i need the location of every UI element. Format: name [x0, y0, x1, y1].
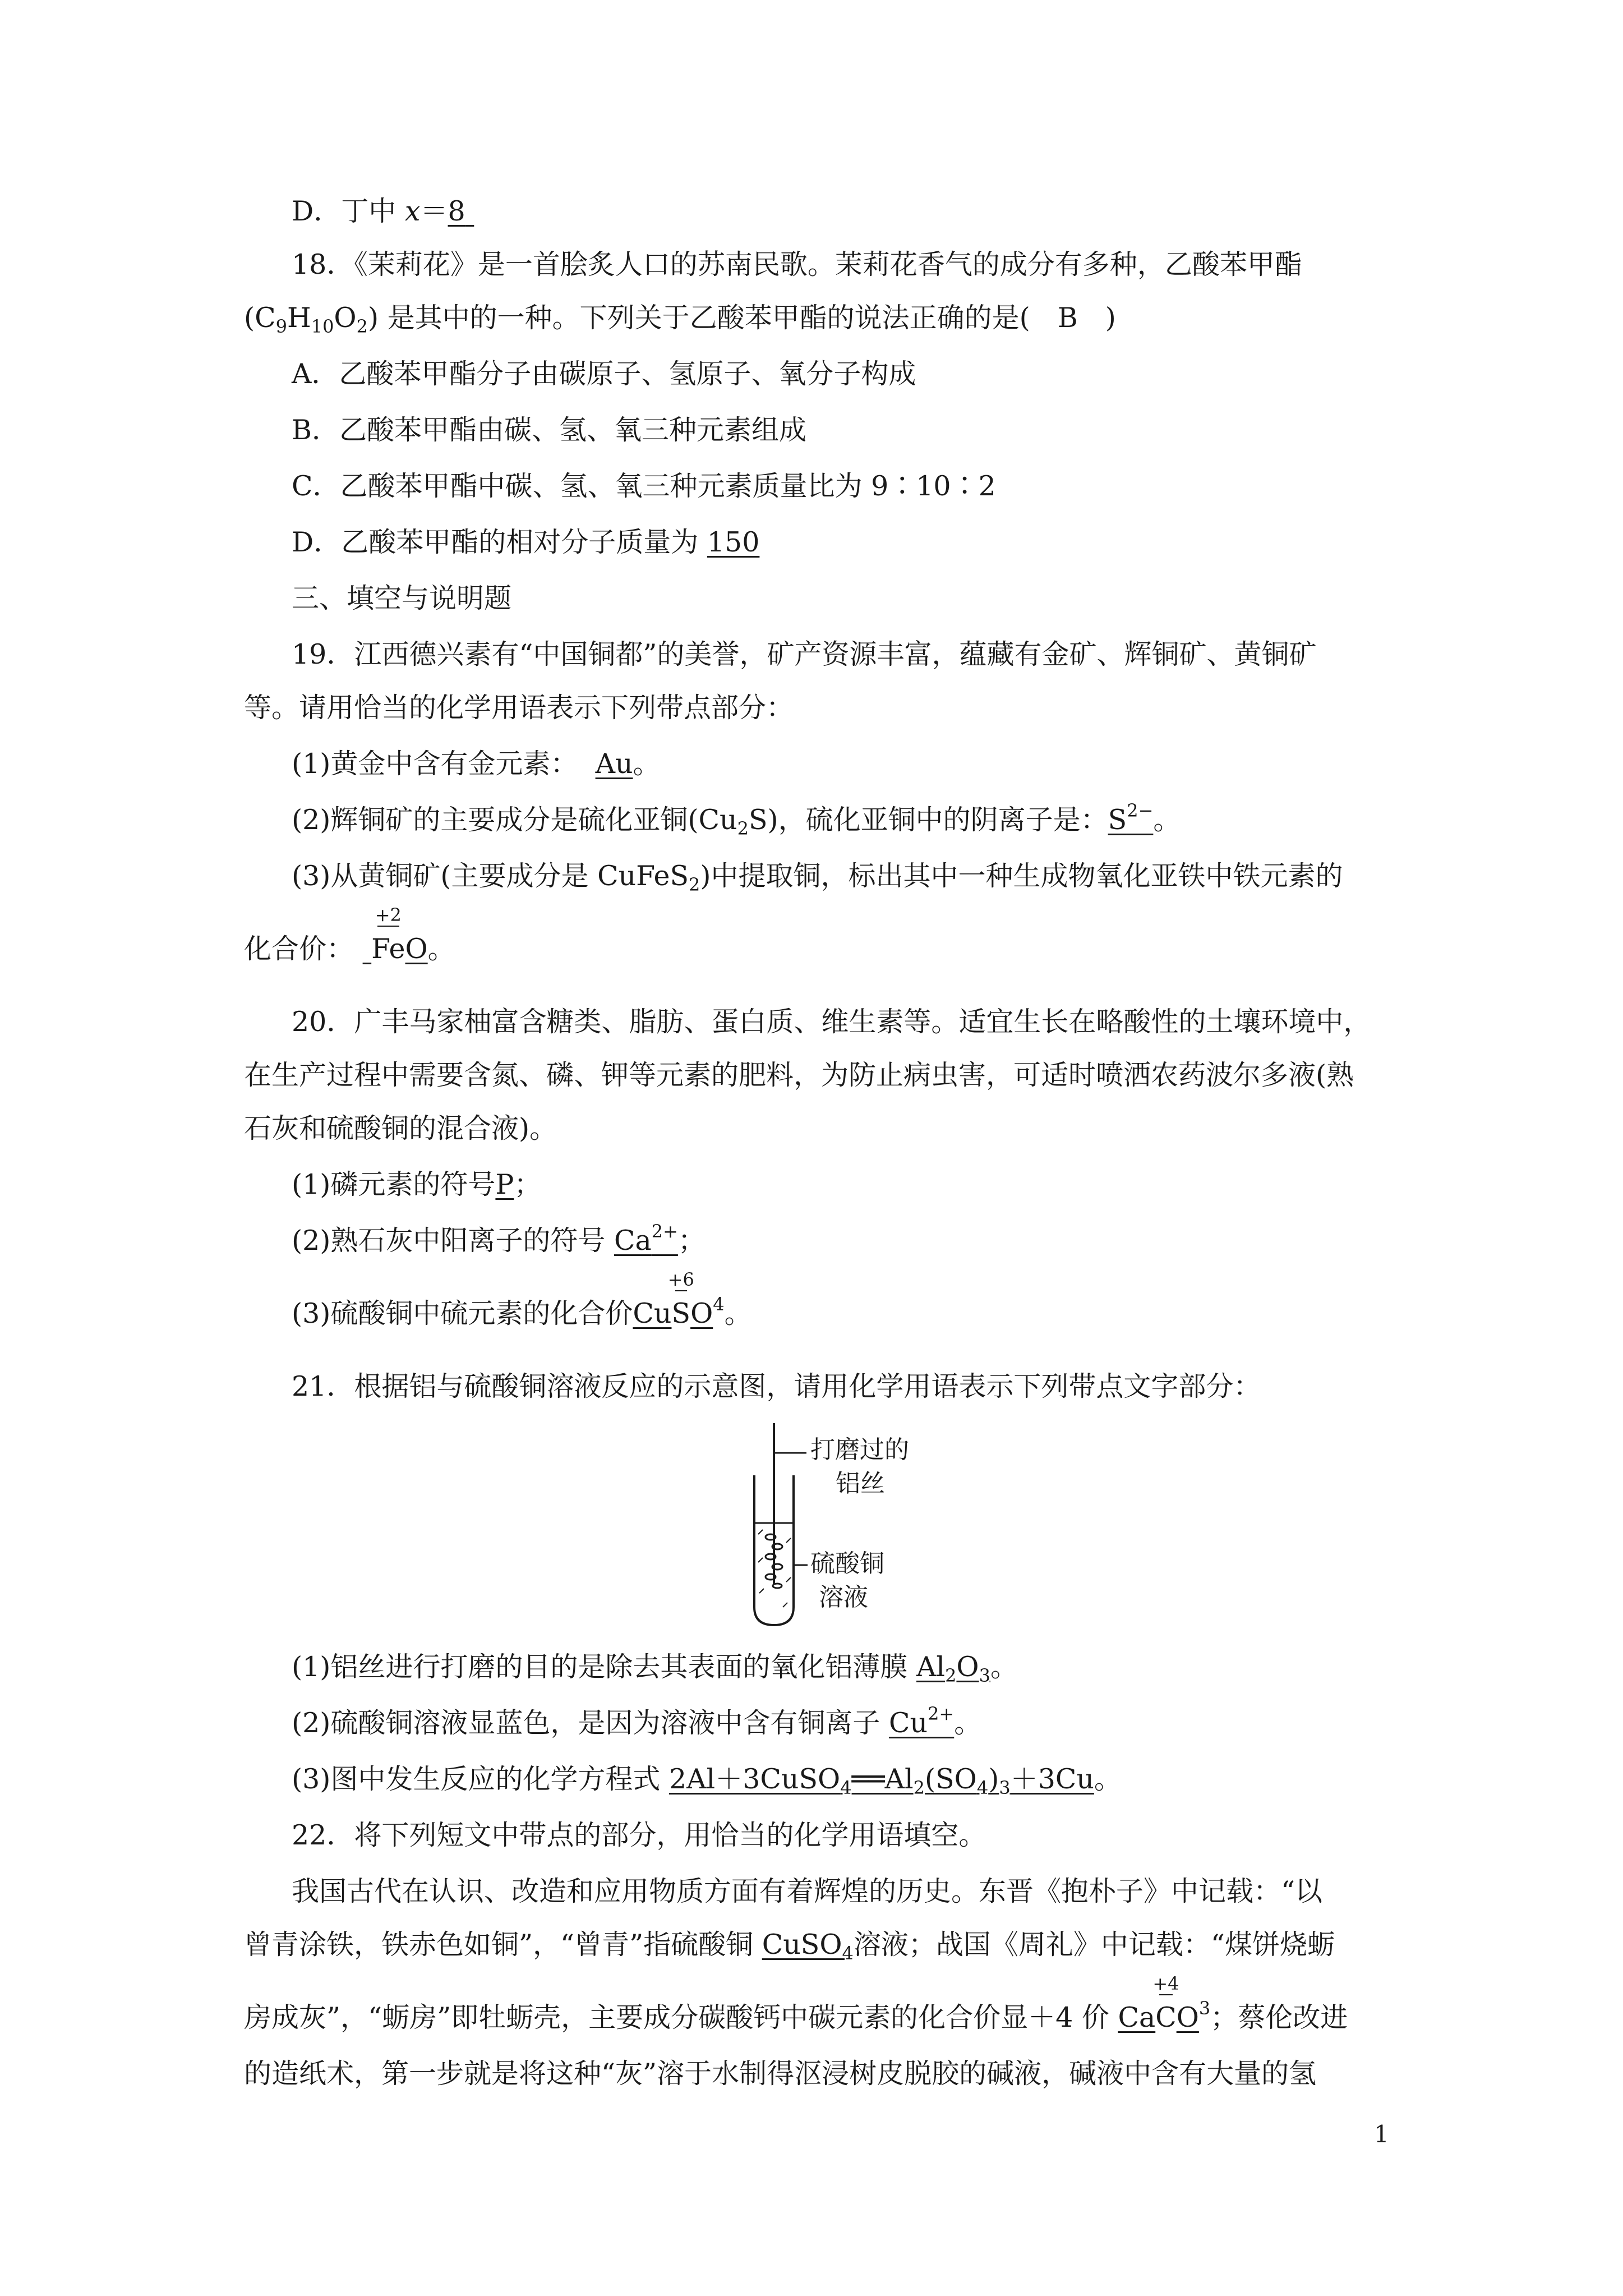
- text: ＝: [420, 195, 448, 227]
- answer: P: [495, 1168, 514, 1200]
- text: (2)辉铜矿的主要成分是硫化亚铜(Cu: [292, 804, 737, 836]
- text: 我国古代在认识、改造和应用物质方面有着辉煌的历史。东晋《抱朴子》中记载：“以: [292, 1875, 1323, 1907]
- text: 三、填空与说明题: [292, 582, 512, 614]
- q18-option-d: [292, 524, 759, 560]
- q20-part-3: [292, 1269, 752, 1332]
- subscript: 4: [842, 1943, 854, 1964]
- text: O: [334, 302, 357, 334]
- text: C．乙酸苯甲酯中碳、氢、氧三种元素质量比为 9∶10∶2: [292, 470, 996, 502]
- text: D．丁中: [292, 195, 405, 227]
- superscript: 2+: [928, 1703, 955, 1724]
- q21-part-2: [292, 1705, 981, 1741]
- subscript: 9: [275, 316, 287, 337]
- q19-stem-2: [244, 690, 794, 726]
- q19-stem-1: [292, 637, 1316, 673]
- label-solution-line-1: 硫酸铜: [810, 1549, 884, 1578]
- answer: 8: [448, 195, 465, 227]
- variable-x: x: [404, 195, 421, 227]
- q22-passage-4: [244, 2056, 1316, 2092]
- reaction-diagram: [740, 1422, 976, 1630]
- text: 。: [427, 933, 455, 965]
- valence-symbol: [667, 1269, 694, 1332]
- text: 溶液；战国《周礼》中记载：“煤饼烧蛎: [853, 1929, 1335, 1961]
- q22-passage-2: [244, 1927, 1335, 1963]
- valence-symbol: [1152, 1973, 1179, 2036]
- text: O: [956, 1651, 979, 1683]
- text: 。: [1094, 1763, 1122, 1795]
- text: (2)熟石灰中阳离子的符号: [292, 1225, 614, 1257]
- q20-part-1: [292, 1167, 541, 1203]
- text: 21．根据铝与硫酸铜溶液反应的示意图，请用化学用语表示下列带点文字部分：: [292, 1370, 1261, 1402]
- subscript: 3: [999, 1777, 1011, 1798]
- q18-stem: [292, 247, 1302, 283]
- text: (3)图中发生反应的化学方程式: [292, 1763, 669, 1795]
- answer: [1108, 800, 1154, 836]
- valence-number: +4: [1152, 1973, 1179, 1994]
- subscript: 4: [976, 1777, 989, 1798]
- q22-passage-1: [292, 1874, 1322, 1910]
- section-heading: [292, 581, 511, 616]
- subscript: 2: [356, 316, 368, 337]
- q22-stem: [292, 1818, 986, 1853]
- text: S: [671, 1297, 691, 1329]
- text: CuSO: [762, 1929, 842, 1961]
- answer: [614, 1221, 678, 1257]
- subscript: 4: [840, 1777, 852, 1798]
- text: ＋3Cu: [1010, 1763, 1094, 1795]
- q19-part-3: [292, 858, 1343, 894]
- text: (SO: [924, 1763, 977, 1795]
- answer: [916, 1651, 990, 1686]
- q18-option-a: [292, 356, 916, 392]
- text: (3)从黄铜矿(主要成分是 CuFeS: [292, 860, 689, 892]
- text: (1)黄金中含有金元素：: [292, 748, 578, 780]
- q18-option-b: [292, 412, 806, 448]
- text: A．乙酸苯甲酯分子由碳原子、氢原子、氧分子构成: [292, 358, 916, 390]
- q19-part-2: [292, 802, 1181, 838]
- superscript: 2+: [651, 1221, 678, 1242]
- superscript: 3: [1198, 1998, 1211, 2019]
- subscript: 10: [311, 316, 334, 337]
- q21-stem: [292, 1369, 1261, 1405]
- q20-stem-1: [292, 1004, 1371, 1040]
- blank: [465, 195, 474, 227]
- valence-bar: [675, 1290, 688, 1291]
- text: Ca: [1118, 2001, 1156, 2033]
- text: ) 是其中的一种。下列关于乙酸苯甲酯的说法正确的是( B ): [367, 302, 1116, 334]
- text: 房成灰”，“蛎房”即牡蛎壳，主要成分碳酸钙中碳元素的化合价显＋4 价: [244, 2001, 1118, 2033]
- answer: [363, 904, 428, 965]
- text: (C: [244, 302, 276, 334]
- answer: [633, 1269, 713, 1329]
- label-wire-line-1: 打磨过的: [810, 1435, 909, 1464]
- answer-equation: [669, 1763, 1094, 1798]
- page-number: 1: [1374, 2120, 1389, 2148]
- text: Cu: [633, 1297, 672, 1329]
- answer: [889, 1703, 955, 1739]
- text: ): [988, 1763, 999, 1795]
- valence-bar: [1159, 1994, 1173, 1995]
- text: (1)磷元素的符号: [292, 1168, 496, 1200]
- text: H: [287, 302, 311, 334]
- text: 18．《茉莉花》是一首脍炙人口的苏南民歌。茉莉花香气的成分有多种，乙酸苯甲酯: [292, 249, 1302, 280]
- text: ；蔡伦改进: [1210, 2001, 1348, 2033]
- q19-part-1: [292, 746, 661, 782]
- text: )中提取铜，标出其中一种生成物氧化亚铁中铁元素的: [700, 860, 1343, 892]
- text: 22．将下列短文中带点的部分，用恰当的化学用语填空。: [292, 1819, 986, 1851]
- text: 20．广丰马家柚富含糖类、脂肪、蛋白质、维生素等。适宜生长在略酸性的土壤环境中，: [292, 1006, 1371, 1038]
- subscript: 2: [945, 1665, 957, 1686]
- text: 。: [990, 1651, 1018, 1683]
- superscript: 2−: [1127, 800, 1154, 821]
- text: 化合价：: [244, 933, 354, 965]
- text: Fe: [371, 933, 405, 965]
- q22-passage-3: [244, 1973, 1348, 2036]
- q20-stem-3: [244, 1111, 557, 1147]
- text: 在生产过程中需要含氮、磷、钾等元素的肥料，为防止病虫害，可适时喷洒农药波尔多液(熟: [244, 1059, 1354, 1091]
- text: 。: [633, 748, 661, 780]
- text: O: [690, 1297, 713, 1329]
- answer: [762, 1929, 854, 1964]
- subscript: 2: [913, 1777, 925, 1798]
- text: 19．江西德兴素有“中国铜都”的美誉，矿产资源丰富，蕴藏有金矿、辉铜矿、黄铜矿: [292, 638, 1317, 670]
- valence-symbol: [371, 904, 405, 967]
- text: ；: [514, 1168, 542, 1200]
- text: ；: [677, 1225, 706, 1257]
- text: 。: [724, 1297, 752, 1329]
- text: (1)铝丝进行打磨的目的是除去其表面的氧化铝薄膜: [292, 1651, 916, 1683]
- q19-part-3-answer: [244, 904, 455, 967]
- subscript: 3: [979, 1665, 990, 1686]
- subscript: 2: [737, 818, 749, 839]
- text: Cu: [889, 1707, 928, 1739]
- answer: Au: [595, 748, 633, 780]
- q21-part-1: [292, 1649, 1018, 1685]
- text: (2)硫酸铜溶液显蓝色，是因为溶液中含有铜离子: [292, 1707, 889, 1739]
- text: 。: [954, 1707, 982, 1739]
- text: 的造纸术，第一步就是将这种“灰”溶于水制得沤浸树皮脱胶的碱液，碱液中含有大量的氢: [244, 2058, 1317, 2090]
- label-wire-line-2: 铝丝: [836, 1469, 885, 1498]
- text: O: [1176, 2001, 1199, 2033]
- text: 等。请用恰当的化学用语表示下列带点部分：: [244, 692, 794, 724]
- subscript: 2: [689, 874, 700, 895]
- q21-part-3: [292, 1761, 1122, 1797]
- text: 2Al＋3CuSO: [669, 1763, 841, 1795]
- text: O: [405, 933, 428, 965]
- text: (3)硫酸铜中硫元素的化合价: [292, 1297, 633, 1329]
- text: S)，硫化亚铜中的阴离子是：: [748, 804, 1108, 836]
- q20-stem-2: [244, 1057, 1354, 1093]
- text: S: [1108, 804, 1127, 836]
- valence-number: +2: [375, 904, 402, 926]
- text: ══Al: [851, 1763, 914, 1795]
- text: 曾青涂铁，铁赤色如铜”，“曾青”指硫酸铜: [244, 1929, 762, 1961]
- text: 。: [1153, 804, 1181, 836]
- text: 石灰和硫酸铜的混合液)。: [244, 1112, 557, 1144]
- q20-part-2: [292, 1223, 706, 1259]
- text: Ca: [614, 1225, 652, 1257]
- valence-number: +6: [667, 1269, 694, 1290]
- label-solution-line-2: 溶液: [819, 1583, 868, 1612]
- superscript: 4: [713, 1294, 725, 1315]
- option-d-ding: [292, 194, 474, 229]
- text: D．乙酸苯甲酯的相对分子质量为: [292, 526, 707, 558]
- valence-bar: [377, 926, 399, 927]
- q18-formula-line: [244, 300, 1116, 336]
- q18-option-c: [292, 468, 996, 504]
- text: B．乙酸苯甲酯由碳、氢、氧三种元素组成: [292, 414, 807, 446]
- answer: 150: [707, 526, 760, 558]
- answer: [1118, 1973, 1199, 2033]
- text: Al: [916, 1651, 946, 1683]
- text: C: [1155, 2001, 1177, 2033]
